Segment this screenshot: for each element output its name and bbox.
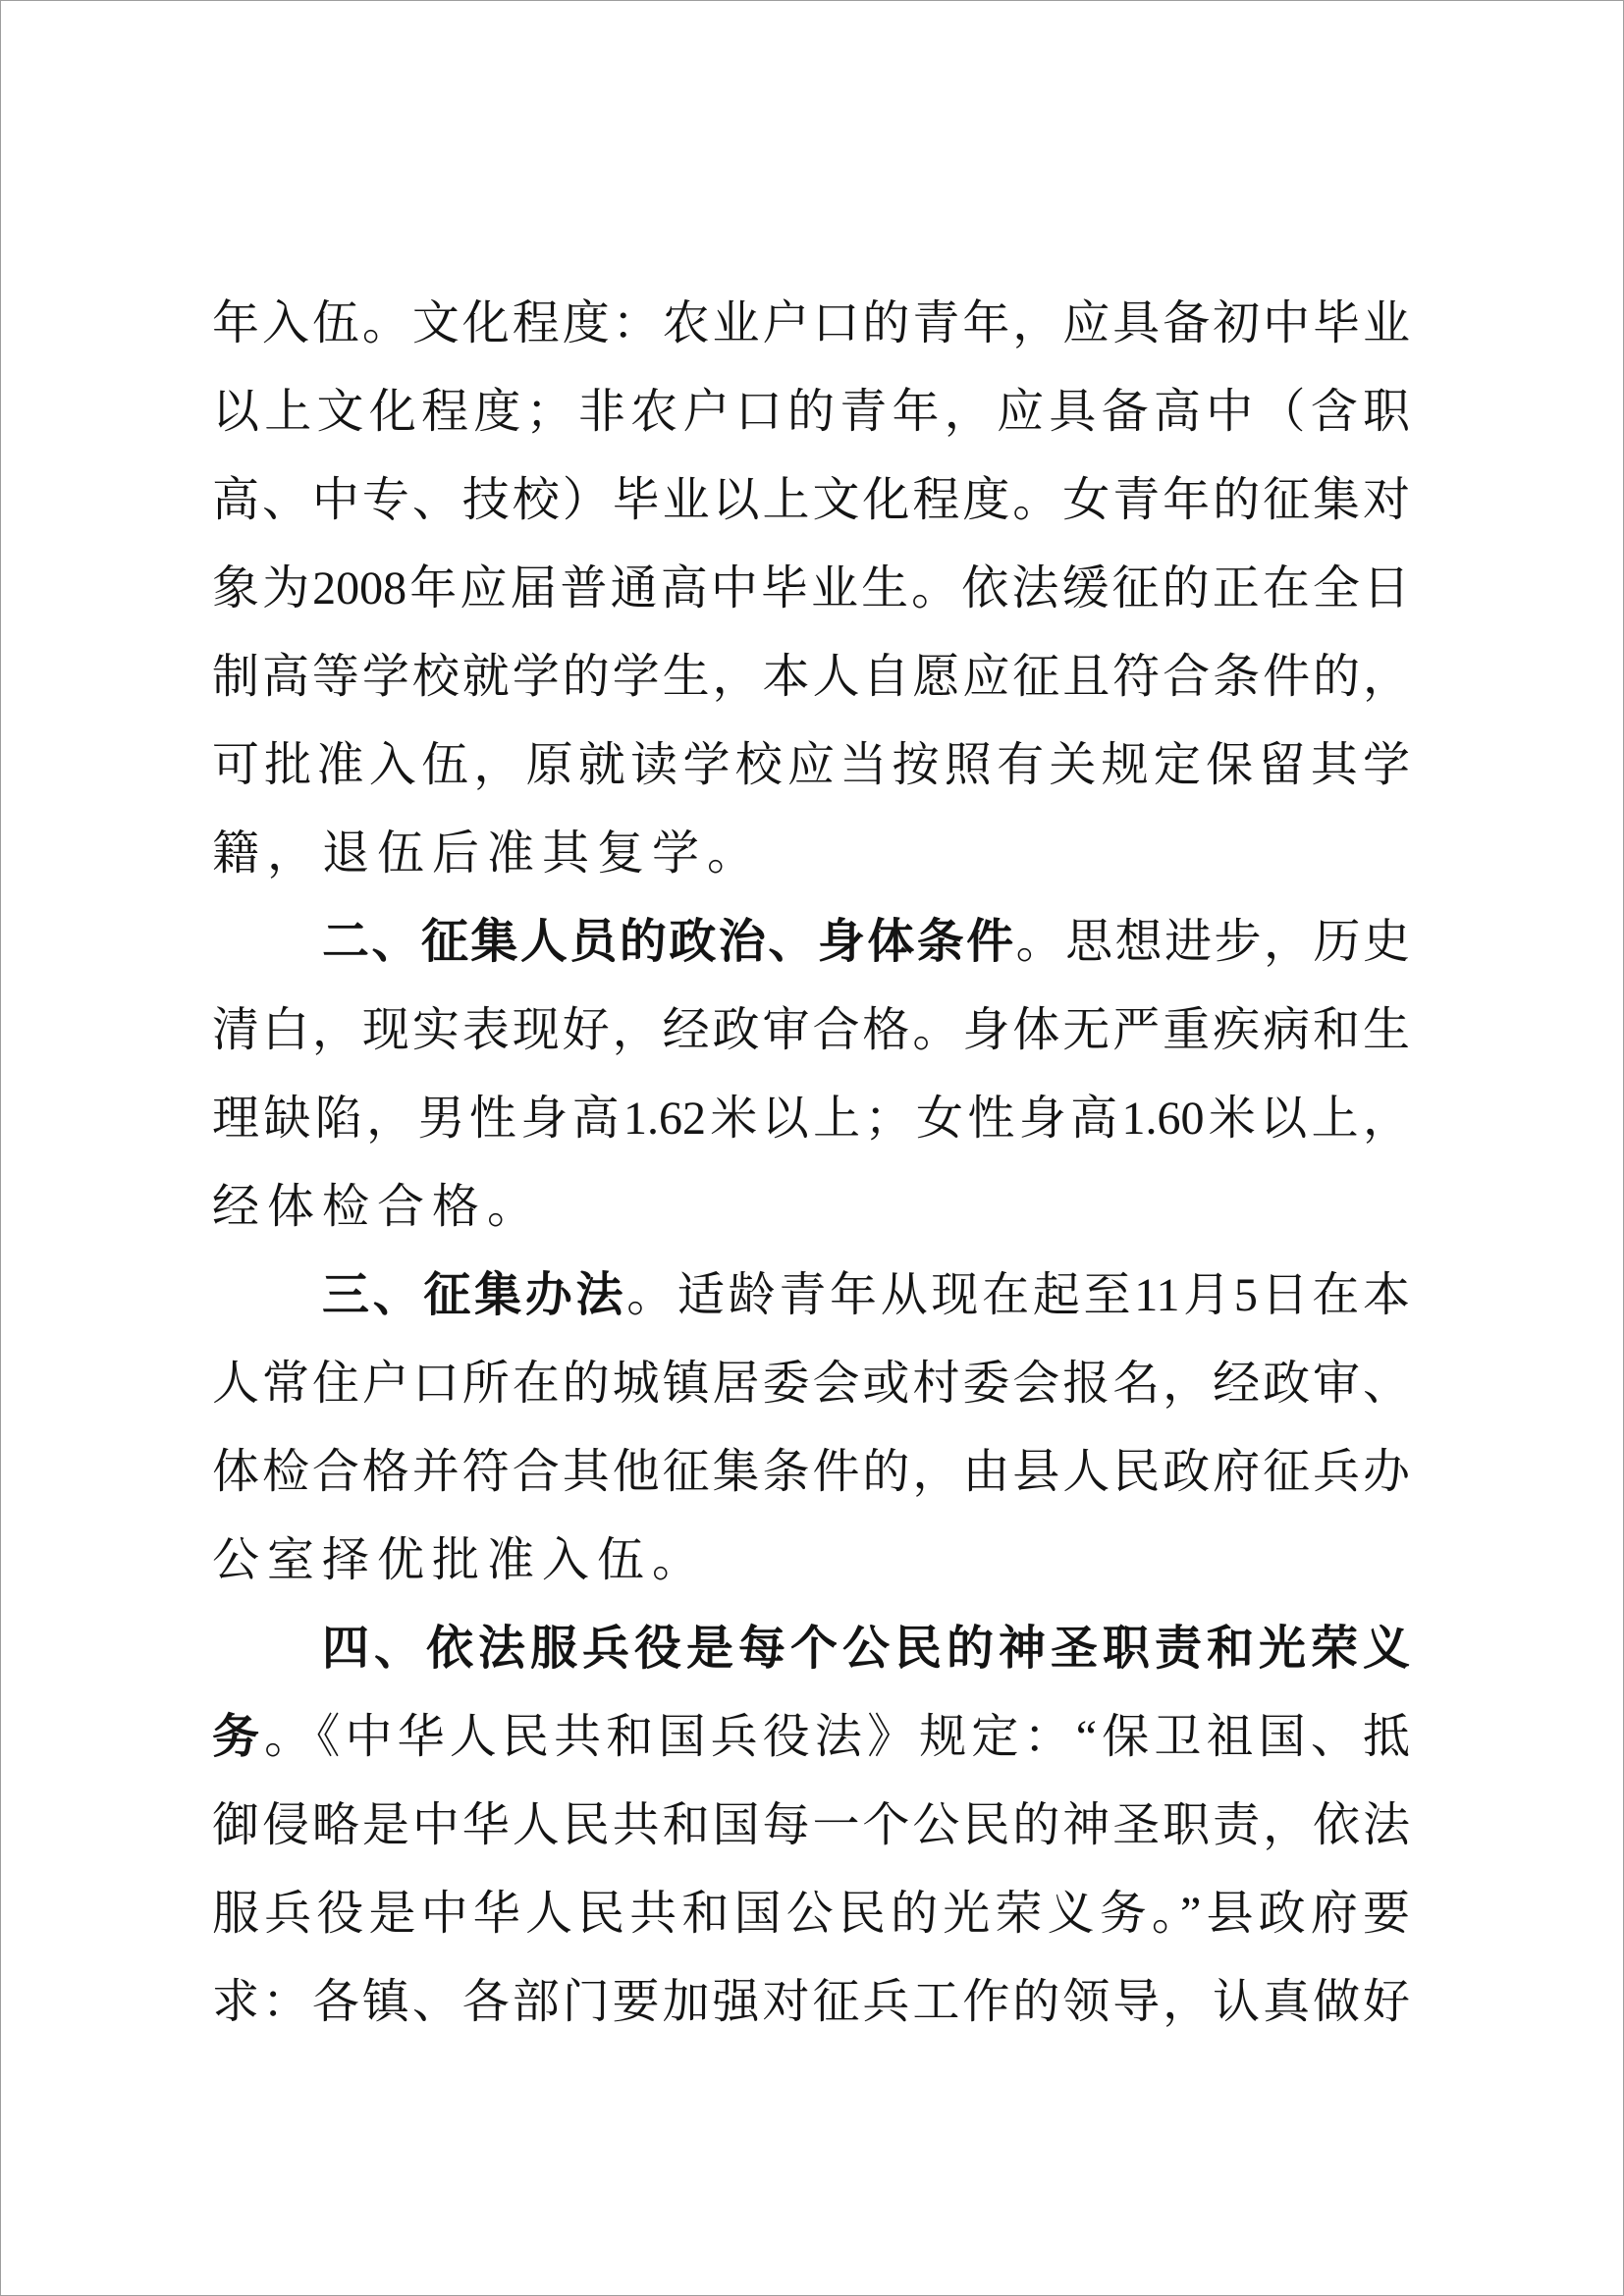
section-heading-run: 三、征集办法 — [322, 1269, 627, 1321]
document-line — [212, 987, 1410, 1075]
body-text-run: 。适龄青年从现在起至11月5日在本 — [626, 1269, 1410, 1321]
document-line — [212, 810, 1410, 898]
body-text-run: 年入伍。文化程度：农业户口的青年，应具备初中毕业 — [212, 297, 1410, 349]
body-text-run: 籍，退伍后准其复学。 — [212, 828, 763, 880]
document-line — [212, 280, 1410, 368]
document-line — [212, 1958, 1410, 2047]
section-heading-run: 四、依法服兵役是每个公民的神圣职责和光荣义 — [322, 1623, 1410, 1675]
document-line — [212, 1693, 1410, 1782]
document-line — [212, 1340, 1410, 1428]
document-line — [212, 1428, 1410, 1517]
section-heading-run: 二、征集人员的政治、身体条件 — [322, 916, 1016, 968]
document-line — [212, 1163, 1410, 1252]
document-line — [212, 1517, 1410, 1605]
body-text-run: 经体检合格。 — [212, 1181, 543, 1233]
body-text-run: 高、中专、技校）毕业以上文化程度。女青年的征集对 — [212, 474, 1410, 526]
document-line — [212, 1782, 1410, 1870]
document-line — [212, 1605, 1410, 1693]
document-text-block — [212, 280, 1410, 2047]
document-line — [212, 1252, 1410, 1340]
document-line — [212, 368, 1410, 456]
body-text-run: 可批准入伍，原就读学校应当按照有关规定保留其学 — [212, 739, 1410, 791]
body-text-run: 以上文化程度；非农户口的青年，应具备高中（含职 — [212, 386, 1410, 438]
body-text-run: 。《中华人民共和国兵役法》规定：“保卫祖国、抵 — [264, 1711, 1410, 1763]
body-text-run: 。思想进步，历史 — [1015, 916, 1410, 968]
body-text-run: 象为2008年应届普通高中毕业生。依法缓征的正在全日 — [212, 562, 1410, 614]
body-text-run: 服兵役是中华人民共和国公民的光荣义务。”县政府要 — [212, 1888, 1410, 1940]
document-line — [212, 1075, 1410, 1163]
body-text-run: 体检合格并符合其他征集条件的，由县人民政府征兵办 — [212, 1446, 1410, 1498]
body-text-run: 理缺陷，男性身高1.62米以上；女性身高1.60米以上， — [212, 1093, 1410, 1145]
section-heading-run: 务 — [212, 1711, 265, 1763]
document-line — [212, 633, 1410, 721]
document-line — [212, 545, 1410, 633]
document-line — [212, 721, 1410, 810]
body-text-run: 清白，现实表现好，经政审合格。身体无严重疾病和生 — [212, 1004, 1410, 1056]
body-text-run: 求：各镇、各部门要加强对征兵工作的领导，认真做好 — [212, 1976, 1410, 2028]
body-text-run: 公室择优批准入伍。 — [212, 1534, 708, 1586]
document-line — [212, 898, 1410, 987]
document-line — [212, 1870, 1410, 1958]
body-text-run: 制高等学校就学的学生，本人自愿应征且符合条件的， — [212, 651, 1410, 703]
body-text-run: 人常住户口所在的城镇居委会或村委会报名，经政审、 — [212, 1358, 1410, 1410]
document-line — [212, 456, 1410, 545]
body-text-run: 御侵略是中华人民共和国每一个公民的神圣职责，依法 — [212, 1799, 1410, 1851]
